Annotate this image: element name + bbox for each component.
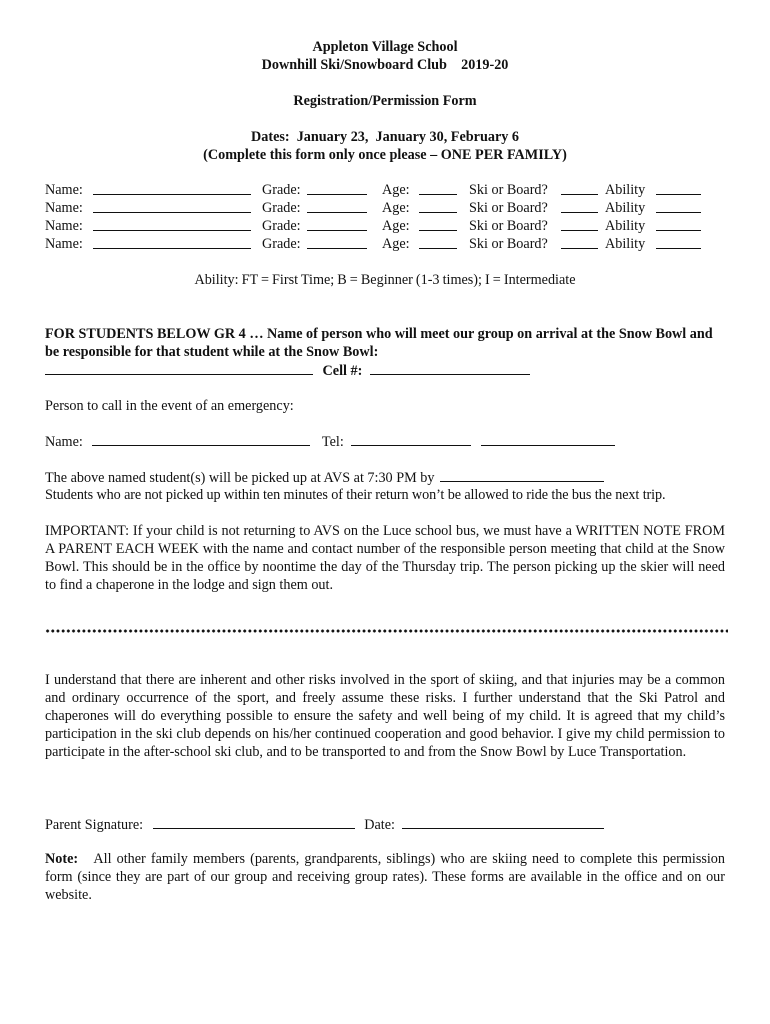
- name-field[interactable]: [93, 235, 251, 249]
- age-label: Age:: [382, 200, 410, 216]
- name-field[interactable]: [93, 181, 251, 195]
- ability-label: Ability: [605, 218, 646, 234]
- emergency-tel-label: Tel:: [321, 434, 344, 450]
- grade-label: Grade:: [262, 218, 301, 234]
- parent-signature-field[interactable]: [153, 815, 355, 829]
- ski-board-field[interactable]: [561, 199, 598, 213]
- ability-field[interactable]: [656, 235, 701, 249]
- ski-board-field[interactable]: [561, 235, 598, 249]
- important-notice: IMPORTANT: If your child is not returning to AVS on the Luce school bus, we must have a WRITTEN NOTE FROM A PARENT EACH WEEK with the name and contact number of the responsible person meeting that child at the Snow Bowl. This should be in the office by noontime the day of the Thursday trip. The person picking up the skier will need to find a chaperone in the lodge and sign them out.: [45, 523, 725, 593]
- ability-field[interactable]: [656, 217, 701, 231]
- parent-signature-label: Parent Signature:: [45, 817, 144, 833]
- pickup-statement: The above named student(s) will be picked up at AVS at 7:30 PM by: [45, 470, 435, 486]
- age-field[interactable]: [419, 217, 457, 231]
- student-row: [45, 217, 725, 235]
- note: [45, 850, 725, 904]
- school-name: Appleton Village School: [312, 39, 458, 55]
- cell-label: Cell #:: [322, 363, 363, 379]
- name-label: Name:: [45, 200, 83, 216]
- ability-field[interactable]: [656, 181, 701, 195]
- ability-field[interactable]: [656, 199, 701, 213]
- ability-label: Ability: [605, 236, 646, 252]
- emergency-prompt: Person to call in the event of an emergency:: [45, 398, 294, 414]
- age-label: Age:: [382, 182, 410, 198]
- emergency-name-field[interactable]: [92, 432, 310, 446]
- age-field[interactable]: [419, 199, 457, 213]
- ski-board-field[interactable]: [561, 217, 598, 231]
- waiver-text: I understand that there are inherent and other risks involved in the sport of skiing, and that injuries may be a common and ordinary occurrence of the sport, and freely assume these risks. I further understand that the Ski Patrol and chaperones will do everything possible to ensure the safety and well being of my child. It is agreed that my child’s participation in the ski club depends on his/her continued cooperation and good behavior. I give my child permission to participate in the after-school ski club, and to be transported to and from the Snow Bowl by Luce Transportation.: [45, 672, 725, 760]
- grade-field[interactable]: [307, 217, 367, 231]
- club-title: Downhill Ski/Snowboard Club 2019-20: [261, 57, 509, 73]
- name-label: Name:: [45, 218, 83, 234]
- grade-label: Grade:: [262, 236, 301, 252]
- grade-label: Grade:: [262, 200, 301, 216]
- emergency-tel-field-1[interactable]: [351, 432, 471, 446]
- grade-label: Grade:: [262, 182, 301, 198]
- name-field[interactable]: [93, 199, 251, 213]
- meeting-person-field[interactable]: [45, 361, 313, 375]
- below-gr4-instructions: FOR STUDENTS BELOW GR 4 … Name of person who will meet our group on arrival at the Snow Bowl and be responsible for that student while at the Snow Bowl:: [45, 326, 713, 360]
- ski-board-label: Ski or Board?: [469, 218, 548, 234]
- age-field[interactable]: [419, 181, 457, 195]
- cell-field[interactable]: [370, 361, 530, 375]
- form-instruction: (Complete this form only once please – ONE PER FAMILY): [203, 147, 567, 163]
- ski-board-field[interactable]: [561, 181, 598, 195]
- name-label: Name:: [45, 182, 83, 198]
- emergency-name-label: Name:: [45, 434, 83, 450]
- grade-field[interactable]: [307, 181, 367, 195]
- dotted-divider: [45, 629, 728, 633]
- age-label: Age:: [382, 236, 410, 252]
- ski-board-label: Ski or Board?: [469, 182, 548, 198]
- dates: Dates: January 23, January 30, February 6: [251, 129, 519, 145]
- note-text: All other family members (parents, grandparents, siblings) who are skiing need to complete this permission form (since they are part of our group and receiving group rates). These forms are available in the office and on our website.: [45, 851, 725, 903]
- age-label: Age:: [382, 218, 410, 234]
- form-title: Registration/Permission Form: [293, 93, 477, 109]
- grade-field[interactable]: [307, 199, 367, 213]
- ski-board-label: Ski or Board?: [469, 236, 548, 252]
- name-field[interactable]: [93, 217, 251, 231]
- name-label: Name:: [45, 236, 83, 252]
- age-field[interactable]: [419, 235, 457, 249]
- date-label: Date:: [364, 817, 395, 833]
- ability-label: Ability: [605, 182, 646, 198]
- student-row: [45, 181, 725, 199]
- note-label: Note:: [45, 851, 79, 867]
- student-row: [45, 199, 725, 217]
- ability-label: Ability: [605, 200, 646, 216]
- ability-key: Ability: FT = First Time; B = Beginner (1-3 times); I = Intermediate: [194, 272, 576, 288]
- date-field[interactable]: [402, 815, 604, 829]
- student-row: [45, 235, 725, 253]
- emergency-tel-field-2[interactable]: [481, 432, 615, 446]
- grade-field[interactable]: [307, 235, 367, 249]
- pickup-policy: Students who are not picked up within ten minutes of their return won’t be allowed to ride the bus the next trip.: [45, 487, 666, 503]
- ski-board-label: Ski or Board?: [469, 200, 548, 216]
- pickup-person-field[interactable]: [440, 468, 604, 482]
